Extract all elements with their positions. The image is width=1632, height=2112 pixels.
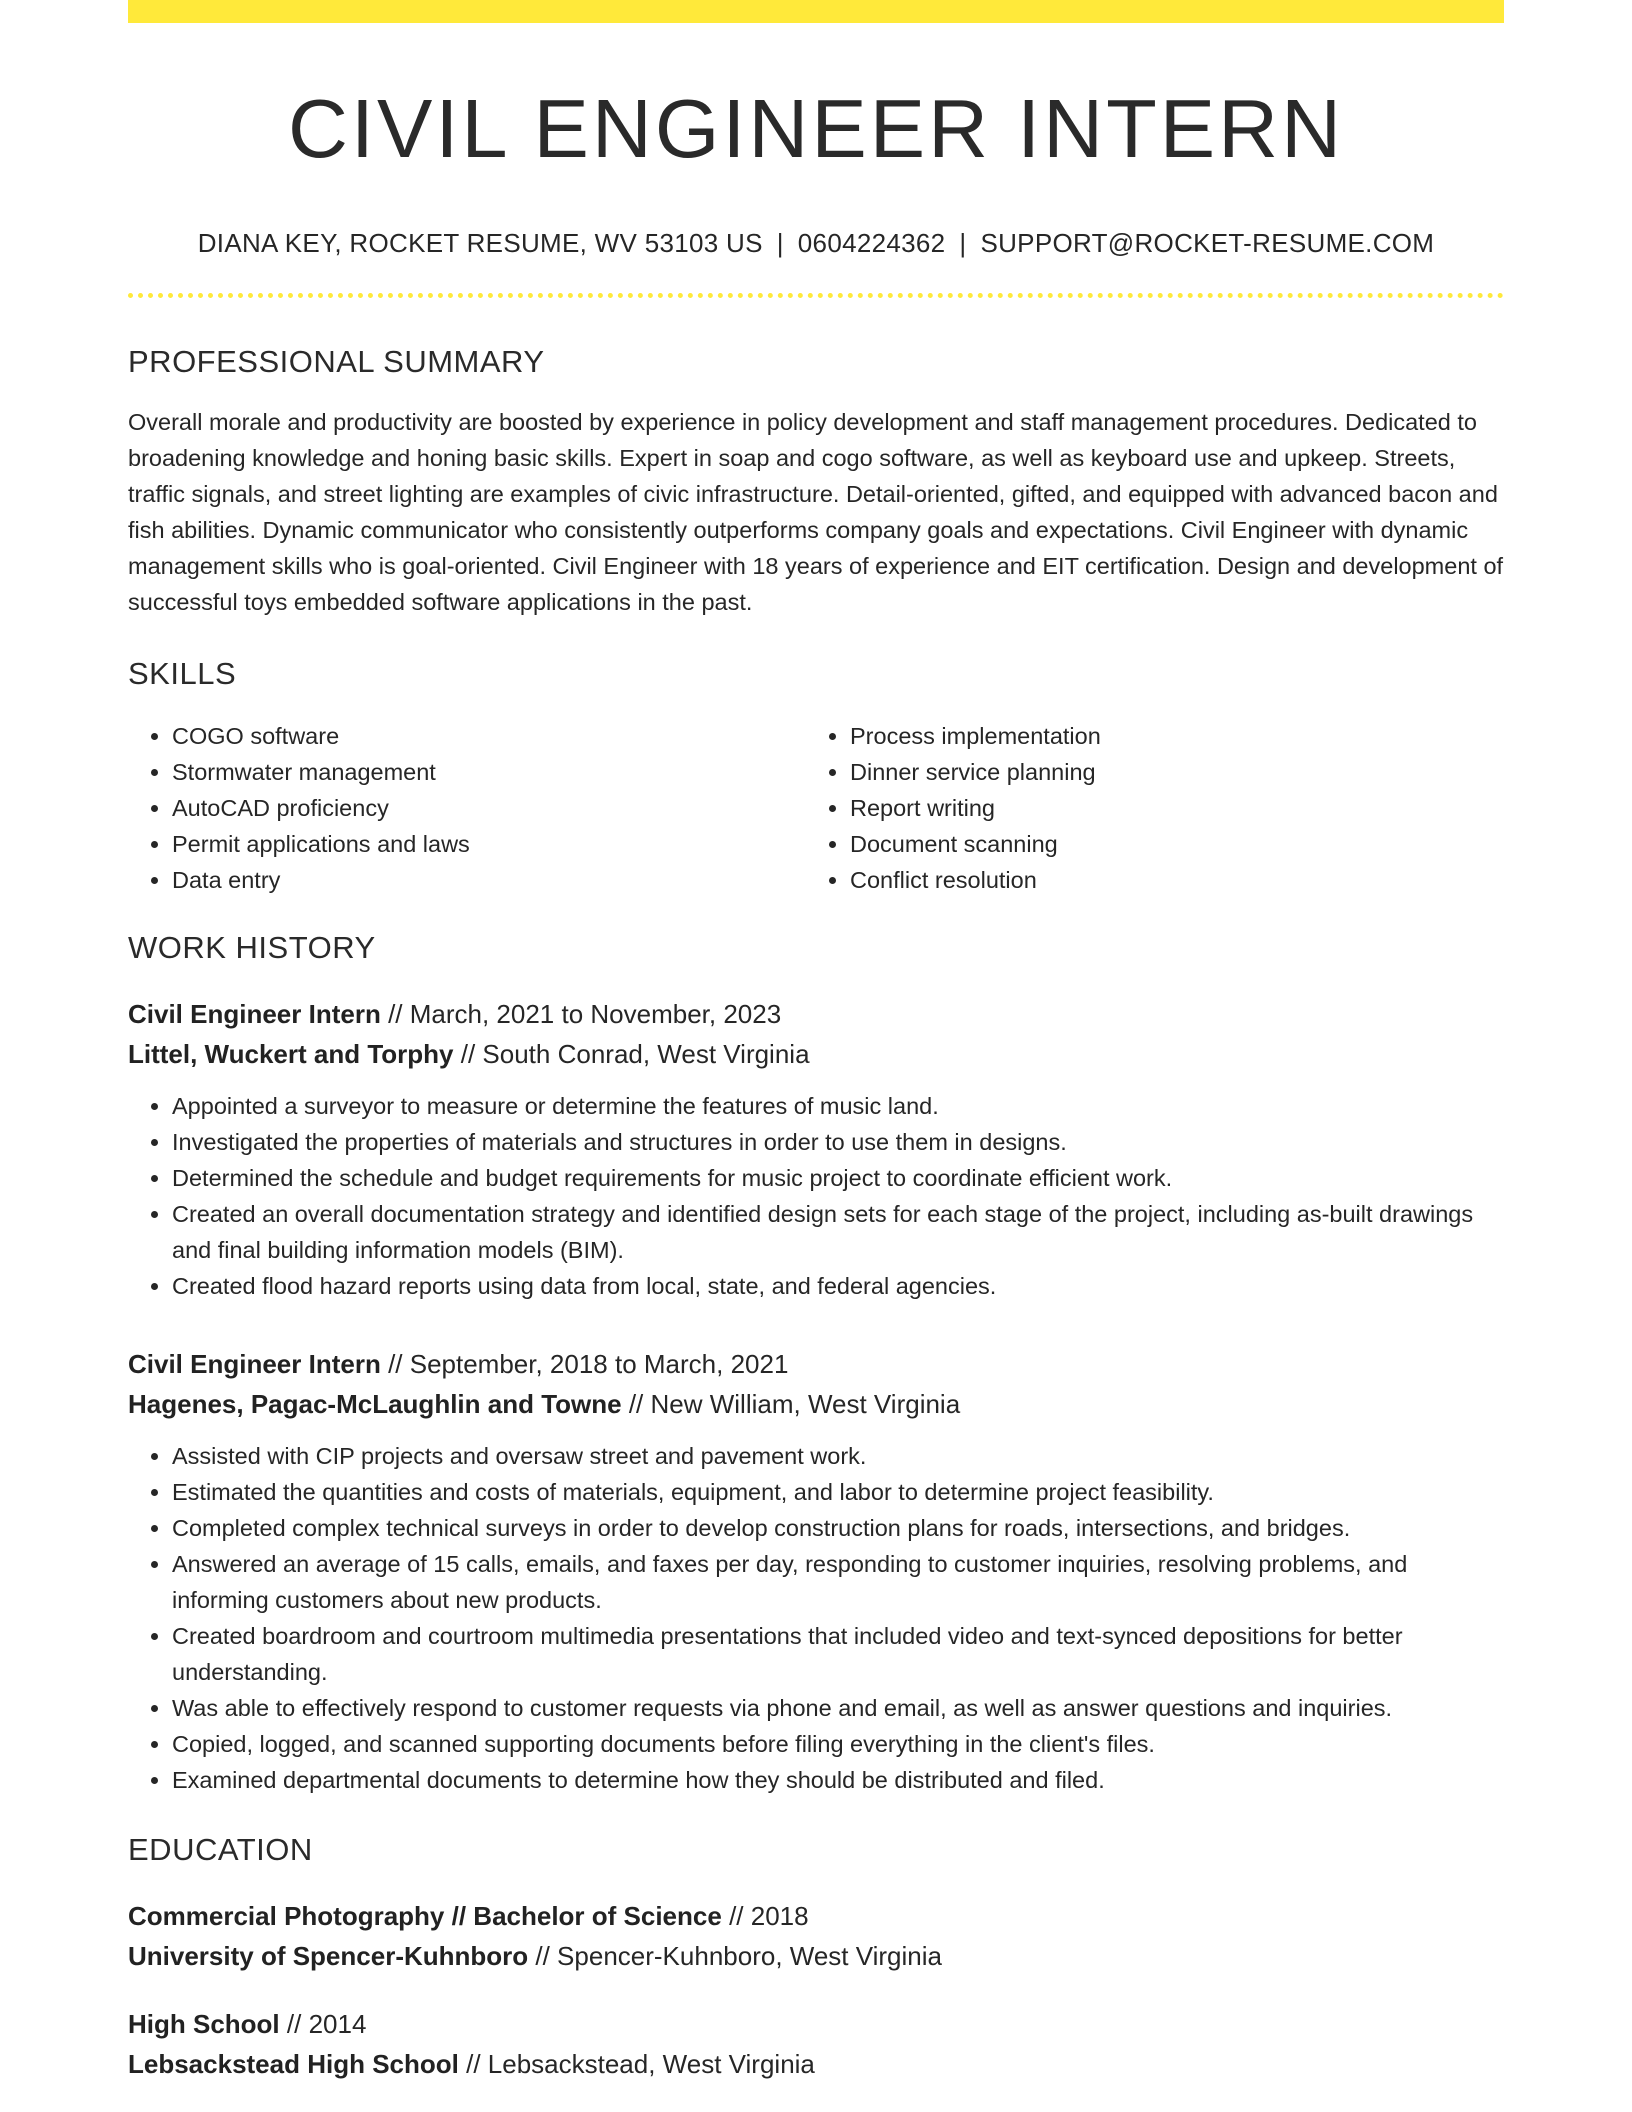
contact-line <box>128 228 1504 259</box>
skills-column-right <box>806 718 1484 898</box>
skill-item: • Conflict resolution <box>850 862 1484 898</box>
education-school: Lebsackstead High School <box>128 2049 459 2080</box>
education-school-line <box>128 2044 1504 2084</box>
job-bullet: • Created flood hazard reports using data from local, state, and federal agencies. <box>172 1268 1504 1304</box>
education-year: // 2014 <box>286 2009 367 2040</box>
skill-item: • Stormwater management <box>172 754 806 790</box>
education-entry <box>128 2004 1504 2084</box>
job-bullet: • Estimated the quantities and costs of materials, equipment, and labor to determine project feasibility. <box>172 1474 1504 1510</box>
job-entry <box>128 994 1504 1304</box>
job-bullet: • Appointed a surveyor to measure or determine the features of music land. <box>172 1088 1504 1124</box>
resume-title: CIVIL ENGINEER INTERN <box>287 82 1345 175</box>
job-company-line <box>128 1034 1504 1074</box>
job-bullet: • Created an overall documentation strategy and identified design sets for each stage of the project, including as-built drawings and final building information models (BIM). <box>172 1196 1504 1268</box>
education-degree: High School <box>128 2009 280 2040</box>
education-location: // Lebsackstead, West Virginia <box>466 2049 815 2080</box>
job-bullet: • Assisted with CIP projects and oversaw street and pavement work. <box>172 1438 1504 1474</box>
contact-separator: | <box>776 228 784 259</box>
skill-item: • Data entry <box>172 862 806 898</box>
job-bullet: • Copied, logged, and scanned supporting documents before filing everything in the client's files. <box>172 1726 1504 1762</box>
resume-page <box>128 0 1504 2084</box>
work-history-heading: WORK HISTORY <box>128 930 376 966</box>
job-company: Littel, Wuckert and Torphy <box>128 1039 454 1070</box>
contact-email: SUPPORT@ROCKET-RESUME.COM <box>980 228 1435 259</box>
skills-list <box>128 718 1504 898</box>
education-school-line <box>128 1936 1504 1976</box>
education-degree-line <box>128 1896 1504 1936</box>
job-bullet: • Created boardroom and courtroom multimedia presentations that included video and text-synced depositions for better understanding. <box>172 1618 1504 1690</box>
skills-heading: SKILLS <box>128 656 237 692</box>
job-bullet: • Determined the schedule and budget requirements for music project to coordinate efficient work. <box>172 1160 1504 1196</box>
skill-item: • COGO software <box>172 718 806 754</box>
contact-phone: 0604224362 <box>797 228 946 259</box>
job-title: Civil Engineer Intern <box>128 999 381 1030</box>
education-degree-line <box>128 2004 1504 2044</box>
education-entry <box>128 1896 1504 1976</box>
job-bullets <box>128 1438 1504 1798</box>
job-bullet: • Was able to effectively respond to customer requests via phone and email, as well as answer questions and inquiries. <box>172 1690 1504 1726</box>
dotted-divider <box>128 293 1504 298</box>
education-school: University of Spencer-Kuhnboro <box>128 1941 529 1972</box>
job-bullet: • Investigated the properties of materials and structures in order to use them in designs. <box>172 1124 1504 1160</box>
education-year: // 2018 <box>729 1901 809 1932</box>
job-bullet: • Examined departmental documents to determine how they should be distributed and filed. <box>172 1762 1504 1798</box>
education-location: // Spencer-Kuhnboro, West Virginia <box>535 1941 942 1972</box>
job-company: Hagenes, Pagac-McLaughlin and Towne <box>128 1389 622 1420</box>
skill-item: • Process implementation <box>850 718 1484 754</box>
skill-item: • AutoCAD proficiency <box>172 790 806 826</box>
contact-separator: | <box>959 228 967 259</box>
job-bullets <box>128 1088 1504 1304</box>
skill-item: • Dinner service planning <box>850 754 1484 790</box>
job-location: // South Conrad, West Virginia <box>460 1039 810 1070</box>
job-company-line <box>128 1384 1504 1424</box>
skill-item: • Permit applications and laws <box>172 826 806 862</box>
job-bullet: • Answered an average of 15 calls, emails, and faxes per day, responding to customer inquiries, resolving problems, and informing customers about new products. <box>172 1546 1504 1618</box>
contact-address: DIANA KEY, ROCKET RESUME, WV 53103 US <box>197 228 763 259</box>
summary-text: Overall morale and productivity are boosted by experience in policy development and staff management procedures. Dedicated to broadening knowledge and honing basic skills. Expert in soap and cogo software, as well as keyboard use and upkeep. Streets, traffic signals, and street lighting are examples of civic infrastructure. Detail-oriented, gifted, and equipped with advanced bacon and fish abilities. Dynamic communicator who consistently outperforms company goals and expectations. Civil Engineer with dynamic management skills who is goal-oriented. Civil Engineer with 18 years of experience and EIT certification. Design and development of successful toys embedded software applications in the past. <box>128 409 1504 616</box>
skill-item: • Document scanning <box>850 826 1484 862</box>
skill-item: • Report writing <box>850 790 1484 826</box>
job-entry <box>128 1344 1504 1798</box>
job-location: // New William, West Virginia <box>628 1389 961 1420</box>
education-degree: Commercial Photography // Bachelor of Science <box>128 1901 722 1932</box>
summary-heading: PROFESSIONAL SUMMARY <box>128 344 545 380</box>
top-accent-bar <box>128 0 1504 23</box>
skills-column-left <box>128 718 806 898</box>
job-dates: // September, 2018 to March, 2021 <box>388 1349 789 1380</box>
education-heading: EDUCATION <box>128 1832 313 1868</box>
job-title-line <box>128 994 1504 1034</box>
job-title: Civil Engineer Intern <box>128 1349 381 1380</box>
job-title-line <box>128 1344 1504 1384</box>
job-dates: // March, 2021 to November, 2023 <box>388 999 782 1030</box>
job-bullet: • Completed complex technical surveys in order to develop construction plans for roads, intersections, and bridges. <box>172 1510 1504 1546</box>
